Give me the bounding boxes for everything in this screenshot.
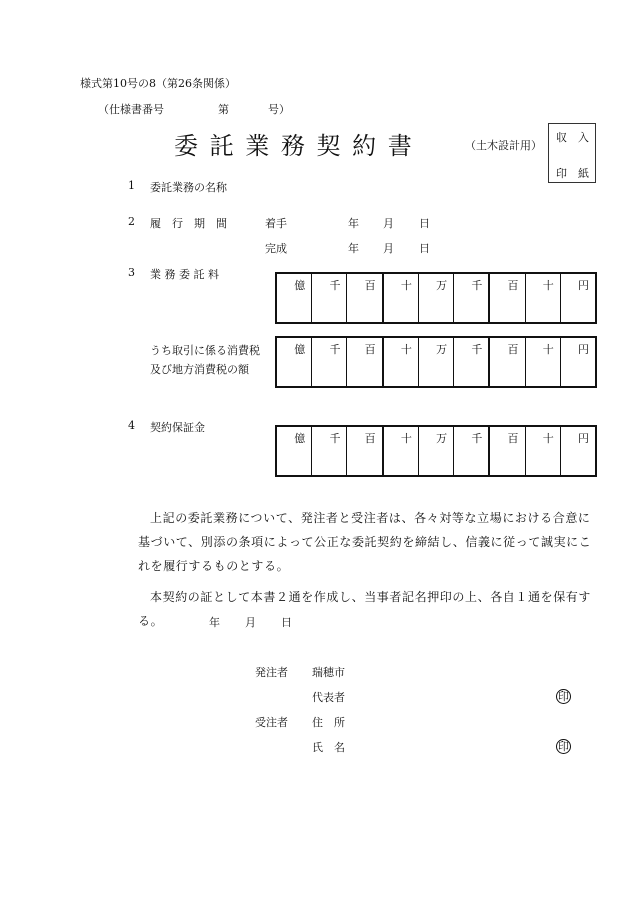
amount-cell[interactable]: 円 bbox=[577, 343, 589, 356]
document-title: 委 託 業 務 契 約 書 bbox=[174, 132, 414, 160]
amount-cell[interactable]: 十 bbox=[526, 338, 561, 386]
amount-cell[interactable]: 十 bbox=[384, 427, 419, 475]
spec-number-go: 号） bbox=[268, 103, 290, 116]
representative-label: 代表者 bbox=[312, 691, 345, 704]
end-month: 月 bbox=[383, 242, 394, 255]
orderer-name: 瑞穂市 bbox=[312, 666, 345, 679]
tax-label-line1: うち取引に係る消費税 bbox=[150, 344, 260, 357]
amount-cell[interactable]: 百 bbox=[347, 274, 383, 322]
amount-cell[interactable]: 億 bbox=[277, 338, 312, 386]
contractor-label: 受注者 bbox=[255, 716, 288, 729]
amount-cell[interactable]: 万 bbox=[419, 274, 454, 322]
item3-label: 業 務 委 託 料 bbox=[150, 268, 219, 281]
end-label: 完成 bbox=[265, 242, 287, 255]
amount-cell[interactable]: 百 bbox=[490, 338, 525, 386]
amount-cell[interactable]: 千 bbox=[454, 427, 490, 475]
item2-label: 履 行 期 間 bbox=[150, 217, 227, 230]
amount-cell[interactable]: 千 bbox=[454, 274, 490, 322]
date-day: 日 bbox=[281, 616, 292, 629]
spec-number-dai: 第 bbox=[218, 103, 229, 116]
item3-number: 3 bbox=[128, 266, 135, 279]
start-day: 日 bbox=[419, 217, 430, 230]
document-subtitle: （土木設計用） bbox=[465, 139, 542, 152]
guarantee-amount-table bbox=[275, 425, 597, 477]
start-label: 着手 bbox=[265, 217, 287, 230]
amount-cell[interactable]: 百 bbox=[347, 427, 383, 475]
copies-paragraph: 本契約の証として本書２通を作成し、当事者記名押印の上、各自１通を保有する。 bbox=[138, 590, 592, 628]
agreement-paragraph: 上記の委託業務について、発注者と受注者は、各々対等な立場における合意に基づいて、別添の条項によって公正な委託契約を締結し、信義に従って誠実にこれを履行するものとする。 bbox=[138, 511, 592, 573]
amount-cell[interactable]: 億 bbox=[277, 274, 312, 322]
amount-cell[interactable]: 万 bbox=[419, 338, 454, 386]
address-label: 住 所 bbox=[312, 716, 345, 729]
item2-number: 2 bbox=[128, 215, 135, 228]
form-number: 様式第10号の8（第26条関係） bbox=[80, 77, 236, 90]
start-month: 月 bbox=[383, 217, 394, 230]
item4-number: 4 bbox=[128, 419, 135, 432]
amount-cell[interactable]: 円 bbox=[577, 432, 589, 445]
end-year: 年 bbox=[348, 242, 359, 255]
seal-mark: 印 bbox=[558, 690, 569, 703]
fee-amount-table bbox=[275, 272, 597, 324]
amount-cell[interactable]: 千 bbox=[312, 338, 347, 386]
tax-label-line2: 及び地方消費税の額 bbox=[150, 363, 249, 376]
item4-label: 契約保証金 bbox=[150, 421, 205, 434]
stamp-label-1: 収 入 bbox=[556, 131, 589, 144]
name-label: 氏 名 bbox=[312, 741, 345, 754]
amount-cell[interactable]: 百 bbox=[347, 338, 383, 386]
amount-cell[interactable]: 万 bbox=[419, 427, 454, 475]
amount-cell[interactable]: 円 bbox=[577, 279, 589, 292]
amount-cell[interactable]: 千 bbox=[454, 338, 490, 386]
amount-cell[interactable]: 千 bbox=[312, 427, 347, 475]
amount-cell[interactable]: 千 bbox=[312, 274, 347, 322]
amount-cell[interactable]: 十 bbox=[384, 274, 419, 322]
item1-label: 委託業務の名称 bbox=[150, 181, 227, 194]
amount-cell[interactable]: 百 bbox=[490, 274, 525, 322]
amount-cell[interactable]: 億 bbox=[277, 427, 312, 475]
item1-number: 1 bbox=[128, 179, 135, 192]
amount-cell[interactable]: 百 bbox=[490, 427, 525, 475]
stamp-label-2: 印 紙 bbox=[556, 167, 589, 180]
spec-number-label: （仕様書番号 bbox=[98, 103, 164, 116]
orderer-label: 発注者 bbox=[255, 666, 288, 679]
amount-cell[interactable]: 十 bbox=[384, 338, 419, 386]
amount-cell[interactable]: 十 bbox=[526, 427, 561, 475]
start-year: 年 bbox=[348, 217, 359, 230]
date-month: 月 bbox=[245, 616, 256, 629]
amount-cell[interactable]: 十 bbox=[526, 274, 561, 322]
revenue-stamp-box bbox=[548, 123, 596, 183]
date-year: 年 bbox=[209, 616, 220, 629]
tax-amount-table bbox=[275, 336, 597, 388]
end-day: 日 bbox=[419, 242, 430, 255]
seal-mark: 印 bbox=[558, 740, 569, 753]
